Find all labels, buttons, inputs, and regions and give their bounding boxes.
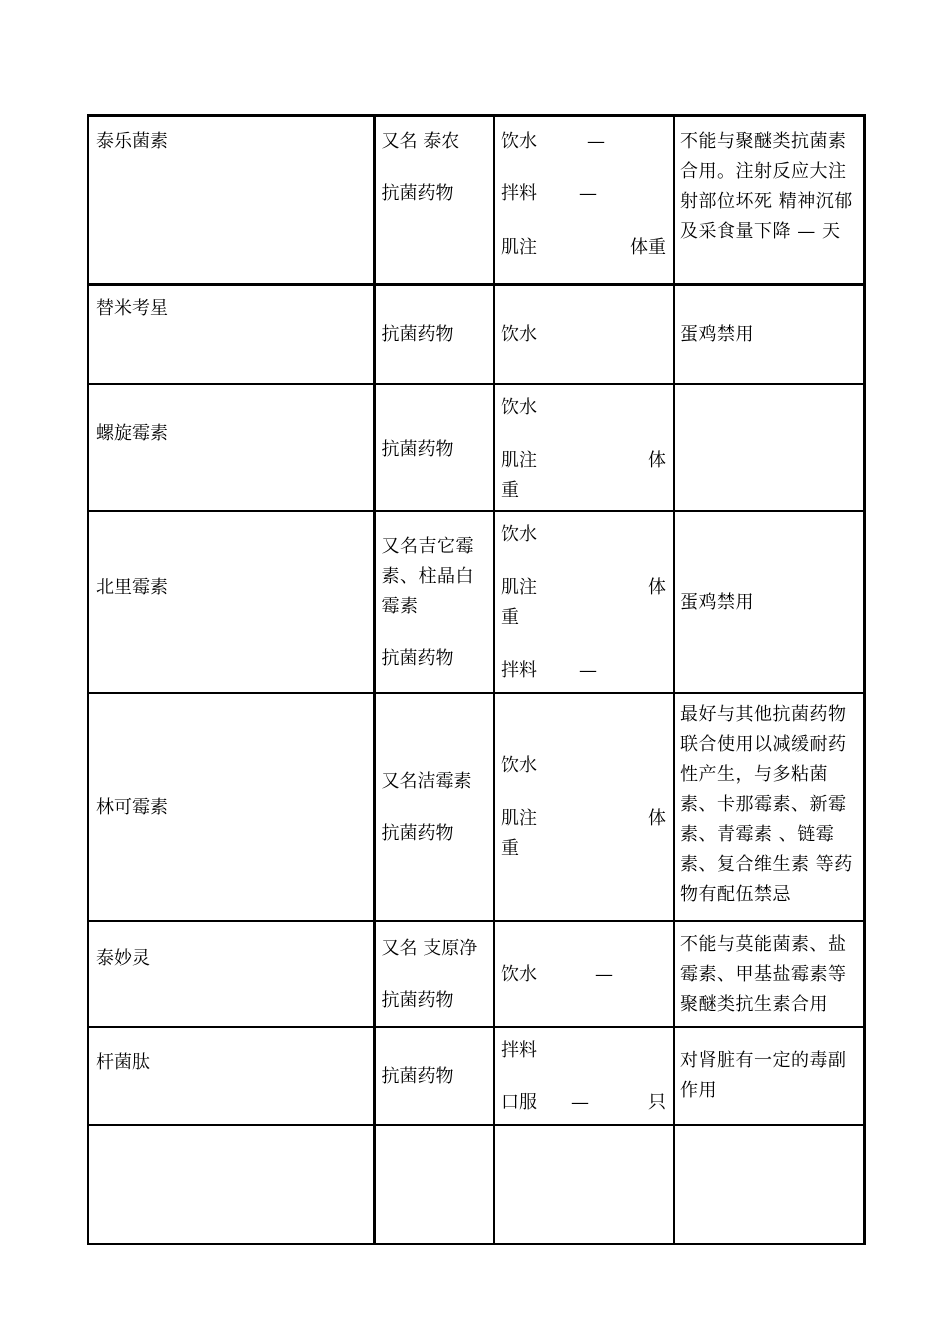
drug-name: 泰乐菌素 — [96, 131, 168, 152]
drug-name-cell — [88, 921, 374, 1027]
drug-alias: 又名 泰农 — [381, 131, 460, 152]
method-label: 肌注 — [501, 808, 537, 829]
table-row — [88, 116, 864, 285]
drug-name-cell — [88, 511, 374, 693]
method-label: 拌料 — [501, 1040, 537, 1061]
method-label: 拌料 — [501, 660, 537, 681]
notes-cell — [674, 693, 864, 921]
drug-table — [87, 114, 866, 1245]
drug-name: 螺旋霉素 — [96, 423, 168, 444]
drug-name: 替米考星 — [96, 298, 168, 319]
drug-notes: 不能与莫能菌素、盐霉素、甲基盐霉素等聚醚类抗生素合用 — [680, 934, 847, 1015]
drug-notes: 蛋鸡禁用 — [680, 592, 754, 613]
dosage-cell — [494, 384, 674, 511]
method-label: 饮水 — [501, 397, 537, 418]
notes-cell — [674, 511, 864, 693]
drug-notes: 不能与聚醚类抗菌素合用。注射反应大注射部位坏死 精神沉郁及采食量下降 — 天 — [680, 131, 853, 242]
method-unit: 只 — [648, 1092, 666, 1113]
drug-name-cell — [88, 693, 374, 921]
drug-name-cell — [88, 1125, 374, 1244]
dosage-cell — [494, 1125, 674, 1244]
method-dash: — — [595, 964, 613, 985]
drug-category: 抗菌药物 — [381, 183, 454, 204]
drug-category: 抗菌药物 — [381, 1066, 454, 1087]
method-label: 口服 — [501, 1092, 537, 1113]
table-row — [88, 921, 864, 1027]
drug-info-cell — [374, 384, 494, 511]
notes-cell — [674, 1027, 864, 1125]
method-unit: 体重 — [630, 237, 666, 258]
dosage-cell — [494, 693, 674, 921]
drug-name-cell — [88, 384, 374, 511]
drug-notes: 对肾脏有一定的毒副作用 — [680, 1050, 847, 1101]
drug-info-cell — [374, 511, 494, 693]
method-label: 饮水 — [501, 524, 537, 545]
drug-info-cell — [374, 693, 494, 921]
drug-category: 抗菌药物 — [381, 439, 454, 460]
method-label: 肌注 — [501, 237, 537, 258]
dosage-cell — [494, 116, 674, 285]
drug-info-cell — [374, 1027, 494, 1125]
drug-name: 林可霉素 — [96, 797, 168, 818]
method-unit-continuation: 重 — [501, 838, 519, 859]
drug-name: 泰妙灵 — [96, 948, 150, 969]
dosage-cell — [494, 921, 674, 1027]
method-label: 拌料 — [501, 183, 537, 204]
drug-name-cell — [88, 116, 374, 285]
notes-cell — [674, 921, 864, 1027]
drug-info-cell — [374, 1125, 494, 1244]
drug-notes: 蛋鸡禁用 — [680, 324, 754, 345]
drug-category: 抗菌药物 — [381, 648, 454, 669]
method-label: 饮水 — [501, 324, 537, 345]
method-label: 饮水 — [501, 131, 537, 152]
method-unit: 体 — [648, 808, 666, 829]
method-label: 肌注 — [501, 577, 537, 598]
table-row — [88, 693, 864, 921]
drug-info-cell — [374, 921, 494, 1027]
method-label: 饮水 — [501, 964, 537, 985]
drug-category: 抗菌药物 — [381, 990, 454, 1011]
method-dash: — — [579, 183, 597, 204]
drug-alias: 又名洁霉素 — [381, 771, 472, 792]
table-row — [88, 511, 864, 693]
table-row — [88, 1125, 864, 1244]
method-unit: 体 — [648, 577, 666, 598]
notes-cell — [674, 1125, 864, 1244]
method-dash: — — [571, 1092, 589, 1113]
drug-name-cell — [88, 1027, 374, 1125]
method-label: 肌注 — [501, 450, 537, 471]
table-row — [88, 1027, 864, 1125]
method-unit-continuation: 重 — [501, 480, 519, 501]
drug-name-cell — [88, 285, 374, 385]
drug-category: 抗菌药物 — [381, 823, 454, 844]
method-dash: — — [587, 131, 605, 152]
method-dash: — — [579, 660, 597, 681]
notes-cell — [674, 285, 864, 385]
method-unit: 体 — [648, 450, 666, 471]
method-unit-continuation: 重 — [501, 607, 519, 628]
drug-info-cell — [374, 116, 494, 285]
table-row — [88, 384, 864, 511]
dosage-cell — [494, 1027, 674, 1125]
drug-notes: 最好与其他抗菌药物联合使用以减缓耐药性产生，与多粘菌素、卡那霉素、新霉素、青霉素 、链霉素、复合维生素 等药物有配伍禁忌 — [680, 704, 853, 905]
drug-category: 抗菌药物 — [381, 324, 454, 345]
notes-cell — [674, 384, 864, 511]
drug-alias: 又名 支原净 — [381, 938, 478, 959]
notes-cell — [674, 116, 864, 285]
method-label: 饮水 — [501, 755, 537, 776]
dosage-cell — [494, 511, 674, 693]
dosage-cell — [494, 285, 674, 385]
drug-name: 杆菌肽 — [96, 1052, 150, 1073]
drug-info-cell — [374, 285, 494, 385]
drug-name: 北里霉素 — [96, 577, 168, 598]
table-row — [88, 285, 864, 385]
drug-alias: 又名吉它霉素、柱晶白霉素 — [381, 536, 474, 617]
